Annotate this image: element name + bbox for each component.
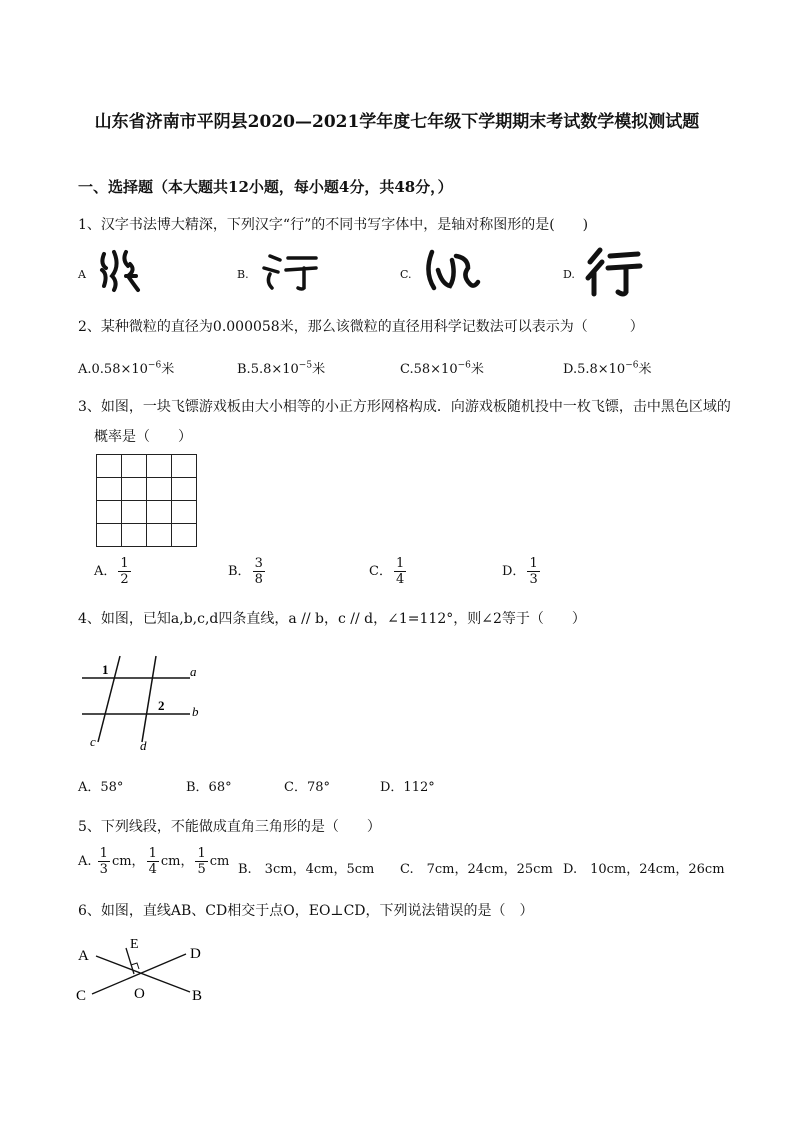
q2-option-d [563,358,652,377]
q1-option-c-glyph [422,246,482,296]
point-o-label: O [134,986,145,1002]
point-d-label: D [190,946,201,962]
q3-option-d [502,556,542,587]
section-heading: 一、选择题（本大题共12小题，每小题4分，共48分，） [78,178,453,196]
denominator: 4 [148,862,157,877]
point-b-label: B [192,988,203,1004]
q2-option-c-unit: 米 [470,362,484,377]
parallel-lines-figure [78,650,218,754]
q2-option-c-exp: −6 [457,360,471,371]
denominator: 3 [529,572,538,587]
question-2-stem: 2、某种微粒的直径为0.000058米，那么该微粒的直径用科学记数法可以表示为（ ） [78,319,644,335]
numerator: 1 [529,556,538,571]
q2-option-b-unit: 米 [312,362,326,377]
unit: cm， [111,854,145,869]
numerator: 1 [197,846,206,861]
q3-option-d-fraction [527,556,539,587]
q2-option-a [78,358,174,377]
q1-option-d-label: D. [563,268,575,281]
q3-option-b-fraction [253,556,265,587]
q5-option-a-label: A. [78,854,92,869]
q2-option-b-exp: −5 [298,360,313,371]
question-1-stem: 1、汉字书法博大精深，下列汉字“行”的不同书写字体中，是轴对称图形的是( ) [78,217,589,233]
line-b-label: b [192,704,199,719]
q2-option-c [400,358,484,377]
q3-option-d-label: D． [502,564,526,579]
q5-option-d: D. 10cm，24cm，26cm [563,862,725,877]
q5-option-b: B. 3cm，4cm，5cm [238,862,375,877]
unit: cm， [160,854,194,869]
numerator: 1 [99,846,108,861]
q5-fraction-2 [147,846,159,877]
numerator: 3 [254,556,263,571]
numerator: 1 [120,556,129,571]
q2-option-c-base: 58×10 [413,362,458,377]
q4-option-d: D．112° [380,780,435,795]
q1-option-b-glyph [260,248,320,292]
unit: cm [209,854,230,869]
q1-option-a-glyph [96,246,146,296]
q1-option-d-glyph [584,244,644,298]
q3-option-c-fraction [394,556,406,587]
numerator: 1 [148,846,157,861]
page-title: 山东省济南市平阴县2020—2021学年度七年级下学期期末考试数学模拟测试题 [94,112,700,132]
q3-option-c [369,556,408,587]
q2-option-d-label: D. [563,362,578,377]
q2-option-d-unit: 米 [638,362,652,377]
q3-option-b [228,556,267,587]
q2-option-a-exp: −6 [147,360,162,371]
point-a-label: A [78,948,89,964]
q2-option-b-label: B. [237,362,251,377]
dartboard-grid [96,454,197,547]
denominator: 5 [197,862,206,877]
q4-option-a: A．58° [78,780,124,795]
q5-fraction-3 [195,846,207,877]
line-c-label: c [90,734,96,749]
question-3-stem-line2: 概率是（ ） [94,429,192,445]
q2-option-a-label: A. [78,362,92,377]
intersecting-lines-figure [74,934,224,1008]
q3-option-a-label: A． [94,564,117,579]
q5-option-a [78,846,229,877]
q2-option-a-unit: 米 [161,362,175,377]
q2-option-b [237,358,325,377]
q5-fraction-1 [98,846,110,877]
denominator: 8 [254,572,263,587]
q3-option-b-label: B． [228,564,251,579]
line-d [142,656,156,742]
q3-option-a [94,556,133,587]
angle-2-label: 2 [158,698,165,713]
denominator: 2 [120,572,129,587]
point-c-label: C [76,988,87,1004]
question-6-stem: 6、如图，直线AB、CD相交于点O，EO⊥CD，下列说法错误的是（ ） [78,903,534,919]
angle-1-label: 1 [102,662,109,677]
q1-option-c-label: C. [400,268,412,281]
line-d-label: d [140,738,147,753]
q2-option-c-label: C. [400,362,414,377]
q2-option-d-base: 5.8×10 [577,362,626,377]
q3-option-c-label: C． [369,564,392,579]
q2-option-a-base: 0.58×10 [91,362,148,377]
denominator: 4 [395,572,405,587]
line-a-label: a [190,664,197,679]
q2-option-b-base: 5.8×10 [250,362,299,377]
point-e-label: E [130,937,139,952]
q4-option-b: B．68° [186,780,232,795]
q3-option-a-fraction [118,556,130,587]
denominator: 3 [99,862,108,877]
numerator: 1 [395,556,405,571]
q1-option-b-label: B. [237,268,249,281]
q4-option-c: C．78° [284,780,330,795]
question-3-stem-line1: 3、如图，一块飞镖游戏板由大小相等的小正方形网格构成．向游戏板随机投中一枚飞镖，击中黑色区域的 [78,399,731,415]
question-5-stem: 5、下列线段，不能做成直角三角形的是（ ） [78,819,381,835]
q1-option-a-label: A [78,268,86,281]
q5-option-c: C. 7cm，24cm，25cm [400,862,553,877]
question-4-stem: 4、如图，已知a,b,c,d四条直线，a // b，c // d，∠1=112°，则∠2等于（ ） [78,611,586,627]
q2-option-d-exp: −6 [625,360,639,371]
